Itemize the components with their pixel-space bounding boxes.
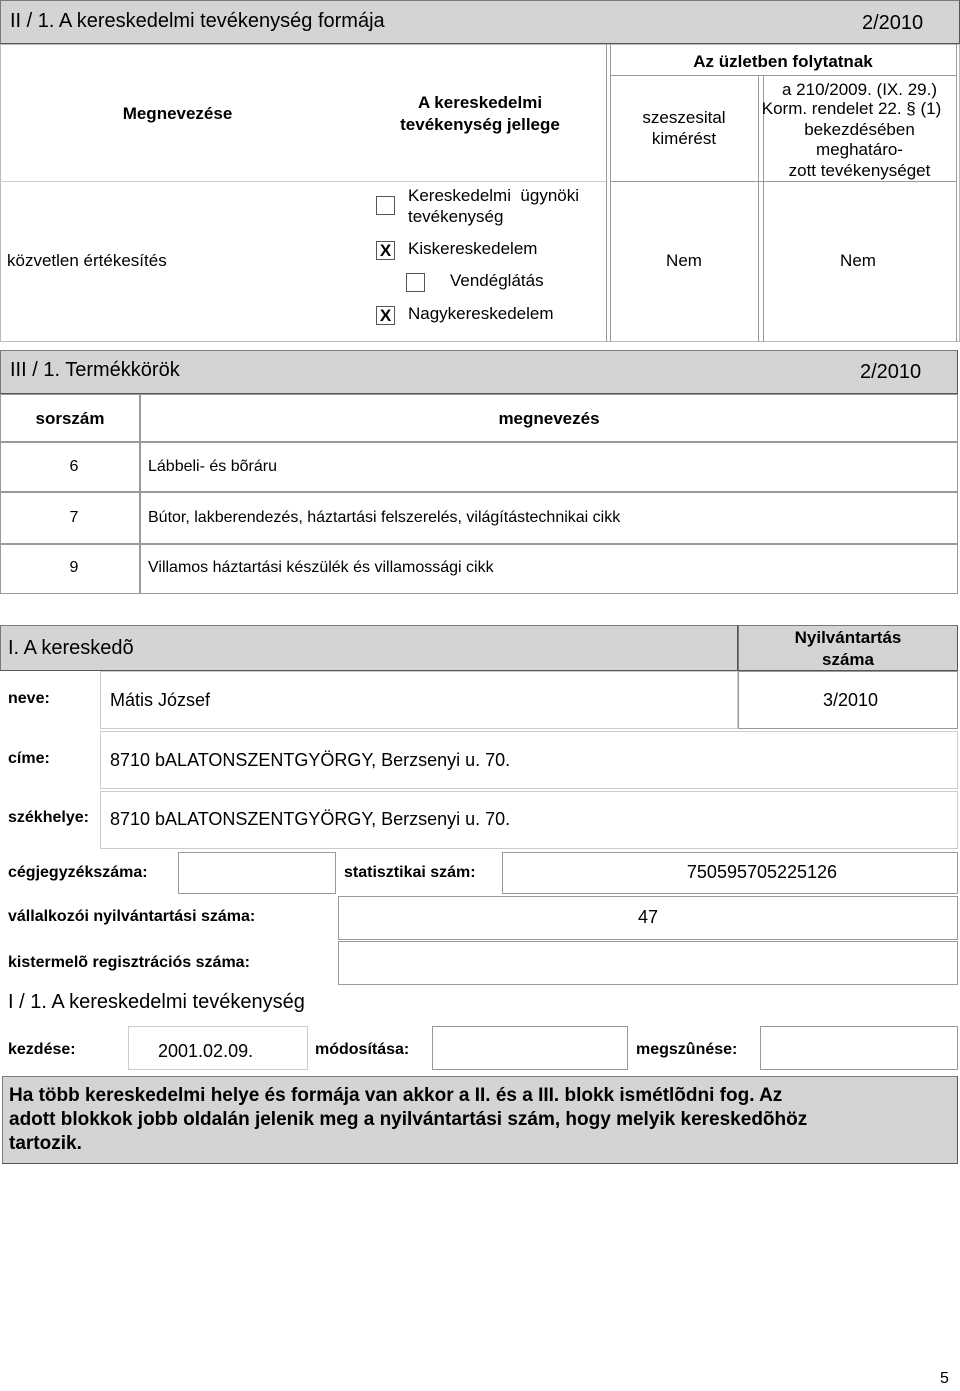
mod-field xyxy=(432,1026,628,1070)
section2-title: II / 1. A kereskedelmi tevékenység formája xyxy=(10,10,385,32)
address-label: címe: xyxy=(8,750,50,767)
decree-header-2: Korm. rendelet 22. § (1) xyxy=(761,99,942,118)
decree-header-3: bekezdésében xyxy=(804,120,915,139)
decree-value: Nem xyxy=(840,251,876,270)
col-no-header: sorszám xyxy=(35,409,105,428)
mod-label: módosítása: xyxy=(315,1041,410,1058)
col-name-header-3: megnevezés xyxy=(498,409,600,428)
section3-number: 2/2010 xyxy=(860,361,922,383)
reg-header-2: száma xyxy=(822,650,874,669)
col-name-header: Megnevezése xyxy=(122,104,233,123)
row-no: 9 xyxy=(69,559,79,576)
end-label: megszûnése: xyxy=(636,1041,738,1058)
reg-header-1: Nyilvántartás xyxy=(794,628,902,647)
activity-title: I / 1. A kereskedelmi tevékenység xyxy=(8,991,305,1013)
option-wholesale-checkbox[interactable]: X xyxy=(376,306,395,325)
shop-header: Az üzletben folytatnak xyxy=(693,52,873,71)
divider xyxy=(606,44,607,342)
option-retail-checkbox[interactable]: X xyxy=(376,241,395,260)
row-no: 7 xyxy=(69,509,79,526)
section2-number: 2/2010 xyxy=(862,12,924,34)
option-agent-label-1: Kereskedelmi ügynöki xyxy=(408,186,580,205)
divider xyxy=(610,75,956,76)
stat-label: statisztikai szám: xyxy=(344,864,476,881)
option-hospitality-checkbox[interactable] xyxy=(406,273,425,292)
option-agent-checkbox[interactable] xyxy=(376,196,395,215)
divider xyxy=(610,44,611,342)
name-label: neve: xyxy=(8,690,50,707)
start-value: 2001.02.09. xyxy=(158,1041,254,1061)
divider xyxy=(0,181,606,182)
decree-header-5: zott tevékenységet xyxy=(788,161,931,180)
note-line-1: Ha több kereskedelmi helye és formája van akkor a II. és a III. blokk ismétlõdni fog. Az xyxy=(9,1085,783,1106)
option-hospitality-label: Vendéglátás xyxy=(450,271,544,290)
option-retail-label: Kiskereskedelem xyxy=(408,239,538,258)
stat-value: 750595705225126 xyxy=(686,862,838,882)
producer-label: kistermelõ regisztrációs száma: xyxy=(8,954,250,971)
divider xyxy=(956,44,957,342)
section3-title: III / 1. Termékkörök xyxy=(10,359,180,381)
page-number: 5 xyxy=(940,1370,949,1387)
address-value: 8710 bALATONSZENTGYÖRGY, Berzsenyi u. 70. xyxy=(110,750,511,770)
decree-header-1: a 210/2009. (IX. 29.) xyxy=(782,80,937,99)
option-wholesale-label: Nagykereskedelem xyxy=(408,304,554,323)
divider xyxy=(610,181,956,182)
company-reg-field xyxy=(178,852,336,894)
name-value: Mátis József xyxy=(110,690,211,710)
col-nature-header-2: tevékenység jellege xyxy=(400,115,560,134)
seat-label: székhelye: xyxy=(8,809,89,826)
note-line-3: tartozik. xyxy=(9,1133,82,1154)
row-no: 6 xyxy=(69,458,79,475)
reg-value: 3/2010 xyxy=(822,690,879,710)
seat-value: 8710 bALATONSZENTGYÖRGY, Berzsenyi u. 70. xyxy=(110,809,511,829)
decree-header-4: meghatáro- xyxy=(816,140,903,159)
alcohol-header-2: kimérést xyxy=(651,129,717,148)
row-name: közvetlen értékesítés xyxy=(7,251,167,270)
row-name: Bútor, lakberendezés, háztartási felszerelés, világítástechnikai cikk xyxy=(148,509,621,526)
entrepreneur-label: vállalkozói nyilvántartási száma: xyxy=(8,908,256,925)
entrepreneur-value: 47 xyxy=(637,907,659,927)
option-agent-label-2: tevékenység xyxy=(408,207,504,226)
end-field xyxy=(760,1026,958,1070)
company-reg-label: cégjegyzékszáma: xyxy=(8,864,148,881)
start-label: kezdése: xyxy=(8,1041,76,1058)
note-line-2: adott blokkok jobb oldalán jelenik meg a nyilvántartási szám, hogy melyik kereskedõhöz xyxy=(9,1109,808,1130)
col-nature-header-1: A kereskedelmi xyxy=(417,93,543,112)
alcohol-value: Nem xyxy=(666,251,702,270)
row-name: Villamos háztartási készülék és villamossági cikk xyxy=(148,559,494,576)
alcohol-header-1: szeszesital xyxy=(642,108,726,127)
producer-field xyxy=(338,941,958,985)
trader-title: I. A kereskedõ xyxy=(8,637,134,659)
row-name: Lábbeli- és bõráru xyxy=(148,458,277,475)
